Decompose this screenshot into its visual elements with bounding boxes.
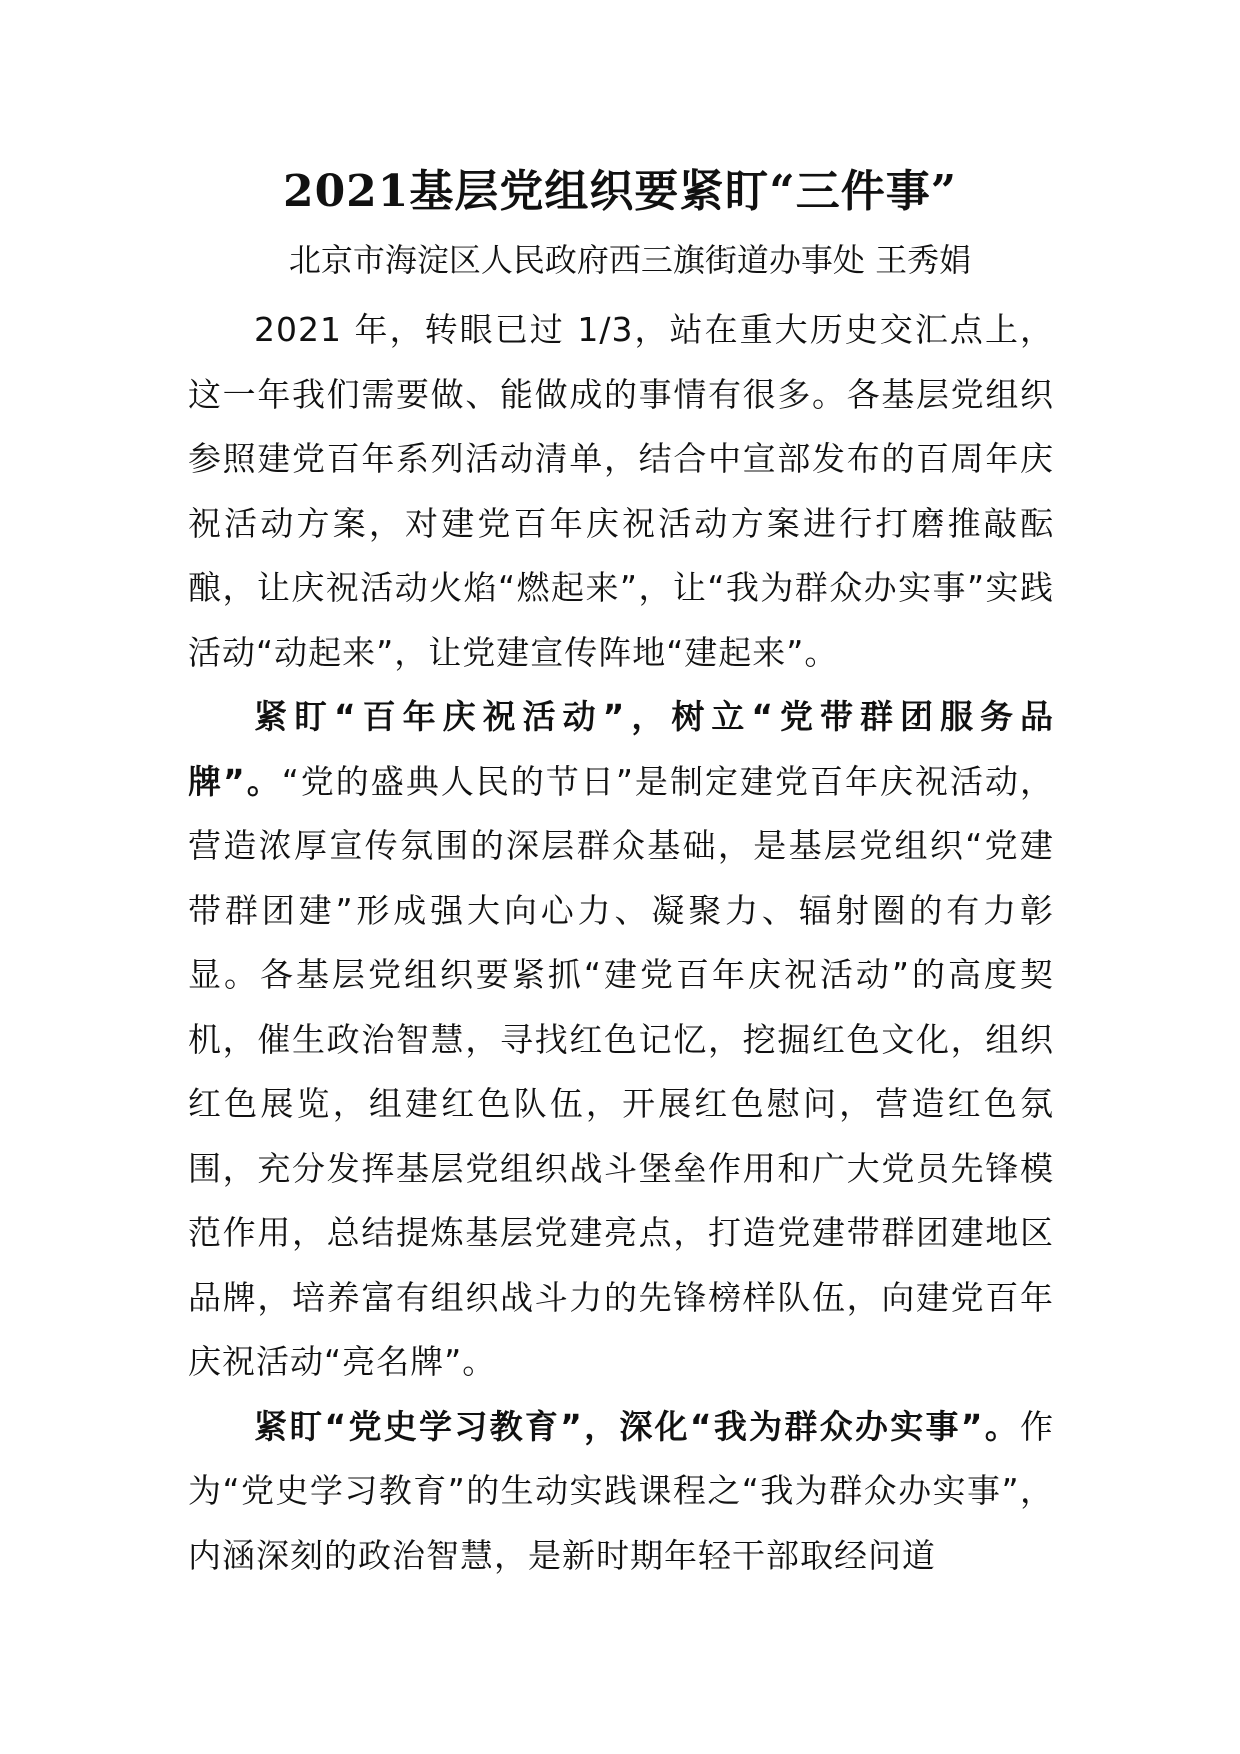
paragraph-intro [188,298,1054,685]
paragraph-text: 2021 年，转眼已过 1/3，站在重大历史交汇点上，这一年我们需要做、能做成的事情有很多。各基层党组织参照建党百年系列活动清单，结合中宣部发布的百周年庆祝活动方案，对建党百年庆祝活动方案进行打磨推敲酝酿，让庆祝活动火焰“燃起来”，让“我为群众办实事”实践活动“动起来”，让党建宣传阵地“建起来”。 [188,310,1054,672]
paragraph-history-study [188,1395,1054,1589]
section-heading: 紧盯“百年庆祝活动”，树立“党带群团服务品牌”。 [188,697,1054,801]
paragraph-text: “党的盛典人民的节日”是制定建党百年庆祝活动，营造浓厚宣传氛围的深层群众基础，是基层党组织“党建带群团建”形成强大向心力、凝聚力、辐射圈的有力彰显。各基层党组织要紧抓“建党百年庆祝活动”的高度契机，催生政治智慧，寻找红色记忆，挖掘红色文化，组织红色展览，组建红色队伍，开展红色慰问，营造红色氛围，充分发挥基层党组织战斗堡垒作用和广大党员先锋模范作用，总结提炼基层党建亮点，打造党建带群团建地区品牌，培养富有组织战斗力的先锋榜样队伍，向建党百年庆祝活动“亮名牌”。 [188,761,1054,1381]
document-title: 2021基层党组织要紧盯“三件事” [282,166,958,217]
document-body [188,298,1054,1588]
paragraph-celebration [188,685,1054,1395]
paragraph-text: 作为“党史学习教育”的生动实践课程之“我为群众办实事”，内涵深刻的政治智慧，是新时期年轻干部取经问道 [188,1406,1054,1575]
author-line: 北京市海淀区人民政府西三旗街道办事处 王秀娟 [288,241,972,279]
section-heading: 紧盯“党史学习教育”，深化“我为群众办实事”。 [254,1406,1020,1446]
